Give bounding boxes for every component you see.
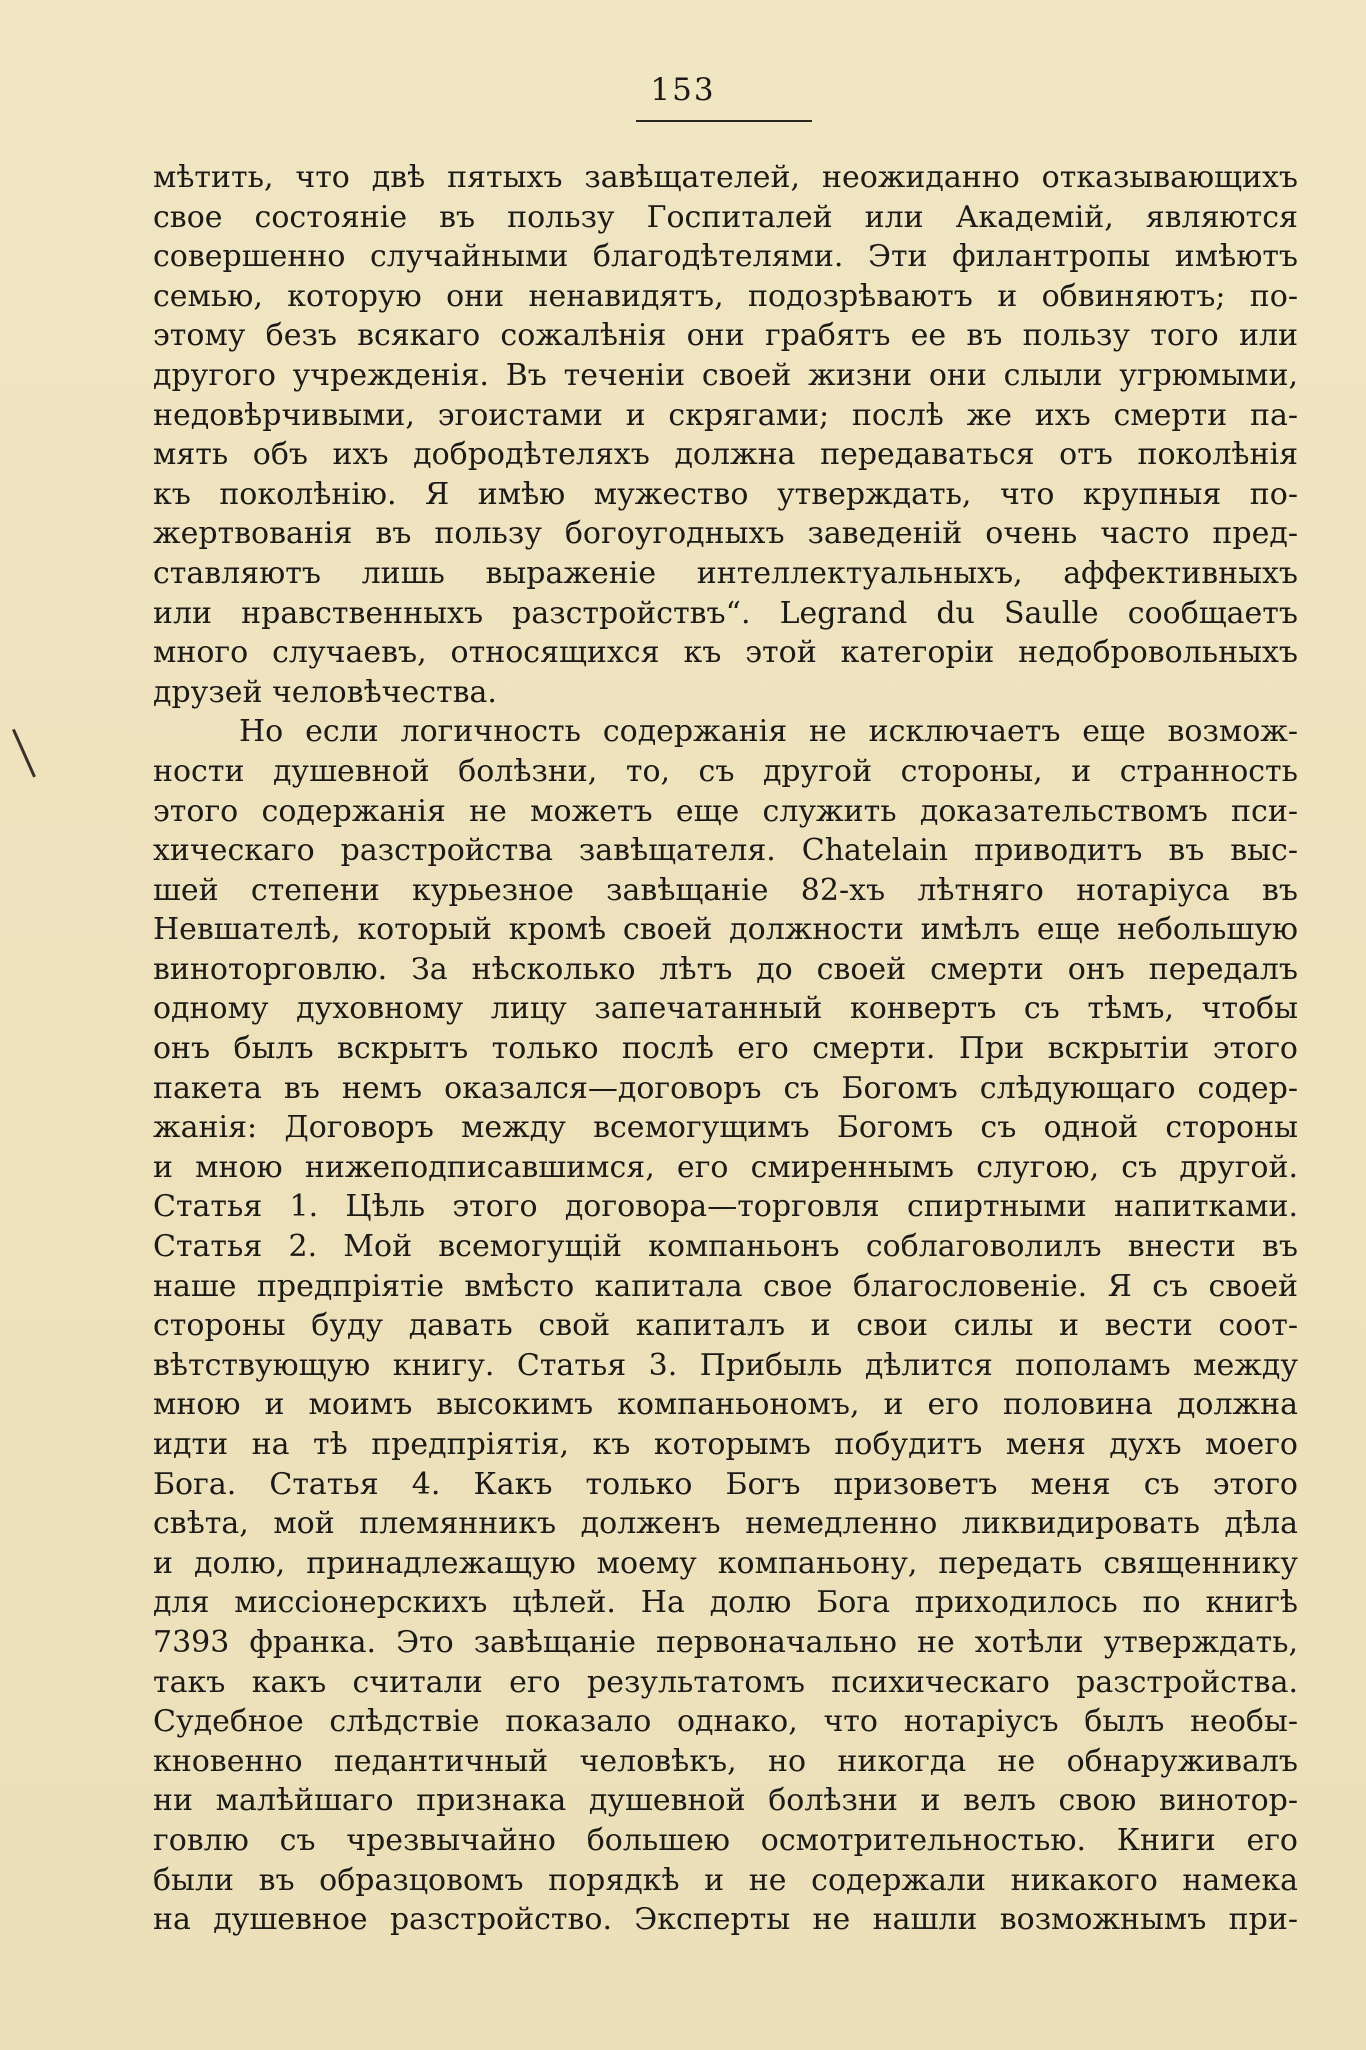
text-line: онъ былъ вскрытъ только послѣ его смерти. При вскрытіи этого <box>153 1031 1298 1067</box>
text-line: свое состояніе въ пользу Госпиталей или Академій, являются <box>153 199 1298 235</box>
text-line: много случаевъ, относящихся къ этой категоріи недобровольныхъ <box>153 635 1298 671</box>
text-line: наше предпріятіе вмѣсто капитала свое благословеніе. Я съ своей <box>153 1268 1298 1304</box>
text-line: пакета въ немъ оказался—договоръ съ Богомъ слѣдующаго содер- <box>153 1070 1298 1106</box>
text-line: или нравственныхъ разстройствъ“. Legrand du Saulle сообщаетъ <box>153 595 1298 631</box>
page-number-rule <box>636 120 812 122</box>
text-line: были въ образцовомъ порядкѣ и не содержали никакого намека <box>153 1862 1298 1898</box>
text-line: Невшателѣ, который кромѣ своей должности имѣлъ еще небольшую <box>153 912 1298 948</box>
text-line: виноторговлю. За нѣсколько лѣтъ до своей смерти онъ передалъ <box>153 951 1298 987</box>
text-line: для миссіонерскихъ цѣлей. На долю Бога приходилось по книгѣ <box>153 1585 1298 1621</box>
text-line: стороны буду давать свой капиталъ и свои силы и вести соот- <box>153 1308 1298 1344</box>
page-number: 153 <box>650 72 716 108</box>
text-line: мѣтить, что двѣ пятыхъ завѣщателей, неожиданно отказывающихъ <box>153 160 1298 195</box>
text-line: жанія: Договоръ между всемогущимъ Богомъ съ одной стороны <box>153 1110 1298 1146</box>
text-line: Бога. Статья 4. Какъ только Богъ призоветъ меня съ этого <box>153 1466 1298 1502</box>
text-line: шей степени курьезное завѣщаніе 82-хъ лѣтняго нотаріуса въ <box>153 872 1298 908</box>
margin-pencil-mark <box>12 729 36 778</box>
text-line: одному духовному лицу запечатанный конвертъ съ тѣмъ, чтобы <box>153 991 1298 1027</box>
text-line: недовѣрчивыми, эгоистами и скрягами; послѣ же ихъ смерти па- <box>153 397 1298 433</box>
text-line: этого содержанія не можетъ еще служить доказательствомъ пси- <box>153 793 1298 829</box>
text-line: семью, которую они ненавидятъ, подозрѣваютъ и обвиняютъ; по- <box>153 278 1298 314</box>
text-line: и мною нижеподписавшимся, его смиреннымъ слугою, съ другой. <box>153 1149 1298 1185</box>
text-line-paragraph-start: Но если логичность содержанія не исключаетъ еще возмож- <box>239 714 1298 750</box>
text-line-paragraph-end: друзей человѣчества. <box>153 674 497 710</box>
text-line: мною и моимъ высокимъ компаньономъ, и его половина должна <box>153 1387 1298 1423</box>
text-line: вѣтствующую книгу. Статья 3. Прибыль дѣлится пополамъ между <box>153 1347 1298 1383</box>
text-line: Судебное слѣдствіе показало однако, что нотаріусъ былъ необы- <box>153 1704 1298 1740</box>
text-line: жертвованія въ пользу богоугодныхъ заведеній очень часто пред- <box>153 516 1298 552</box>
text-line: другого учрежденія. Въ теченіи своей жизни они слыли угрюмыми, <box>153 357 1298 393</box>
text-line: говлю съ чрезвычайно большею осмотрительностью. Книги его <box>153 1822 1298 1858</box>
text-line: свѣта, мой племянникъ долженъ немедленно ликвидировать дѣла <box>153 1506 1298 1542</box>
body-text <box>153 158 1298 1940</box>
text-line: такъ какъ считали его результатомъ психическаго разстройства. <box>153 1664 1298 1700</box>
text-line: хическаго разстройства завѣщателя. Chatelain приводитъ въ выс- <box>153 833 1298 869</box>
text-line: ставляютъ лишь выраженіе интеллектуальныхъ, аффективныхъ <box>153 555 1298 591</box>
text-line: и долю, принадлежащую моему компаньону, передать священнику <box>153 1545 1298 1581</box>
text-line: 7393 франка. Это завѣщаніе первоначально не хотѣли утверждать, <box>153 1624 1298 1660</box>
text-line: совершенно случайными благодѣтелями. Эти филантропы имѣютъ <box>153 239 1298 275</box>
text-line: кновенно педантичный человѣкъ, но никогда не обнаруживалъ <box>153 1743 1298 1779</box>
text-line: Статья 1. Цѣль этого договора—торговля спиртными напитками. <box>153 1189 1298 1225</box>
text-line: ности душевной болѣзни, то, съ другой стороны, и странность <box>153 753 1298 789</box>
text-line: къ поколѣнію. Я имѣю мужество утверждать, что крупныя по- <box>153 476 1298 512</box>
text-line: на душевное разстройство. Эксперты не нашли возможнымъ при- <box>153 1902 1298 1938</box>
text-line: Статья 2. Мой всемогущій компаньонъ соблаговолилъ внести въ <box>153 1229 1298 1265</box>
text-line: ни малѣйшаго признака душевной болѣзни и велъ свою винотор- <box>153 1783 1298 1819</box>
text-line: идти на тѣ предпріятія, къ которымъ побудитъ меня духъ моего <box>153 1427 1298 1462</box>
text-line: мять объ ихъ добродѣтеляхъ должна передаваться отъ поколѣнія <box>153 437 1298 473</box>
text-line: этому безъ всякаго сожалѣнія они грабятъ ее въ пользу того или <box>153 318 1298 354</box>
